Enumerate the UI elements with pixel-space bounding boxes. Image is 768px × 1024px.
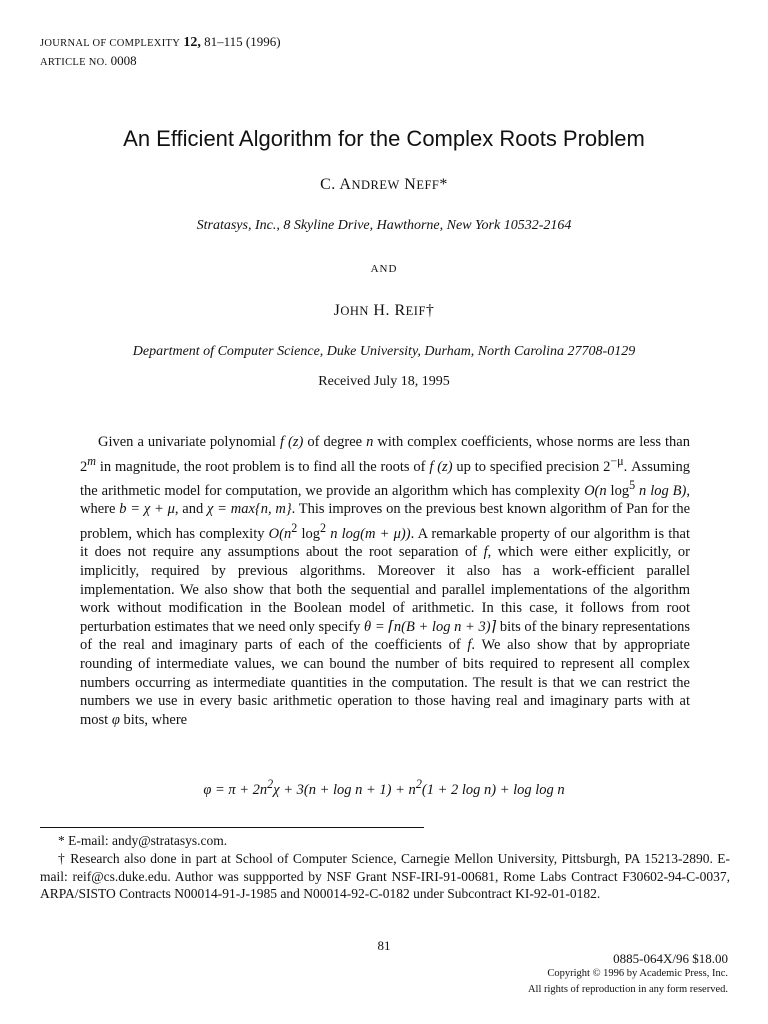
footnote-email-neff: * E-mail: andy@stratasys.com.: [58, 833, 228, 848]
author-reif: JOHN H. REIF†: [333, 302, 435, 319]
page-number: 81: [377, 938, 391, 953]
affiliation-stratasys: Stratasys, Inc., 8 Skyline Drive, Hawthorne, New York 10532-2164: [196, 218, 572, 233]
footnote-rule: [40, 827, 424, 828]
journal-header: [40, 33, 281, 71]
abstract-paragraph: Given a univariate polynomial f (z) of degree n with complex coefficients, whose norms are less than 2$^m$ in magnitude, the root problem is to find all the roots of f (z) up to specified precision $2^{-\mu}$. Assuming the arithmetic model for computation, we provide an algorithm which has complexity O(n $\log^5 n$ log B), where b = χ + μ, and χ = max{n, m}. This improves on the previous best known algorithm of Pan for the problem, which has complexity $O(n^2$ $\log^2 n$ log(m + μ)). A remarkable property of our algorithm is that it does not require any assumptions about the root separation of f, which were either explicitly, or implicitly, required by previous algorithms. Moreover it also has a work-efficient parallel implementation. We also show that both the sequential and parallel implementations of the algorithm work without modification in the Boolean model of arithmetic. In this case, it follows from root perturbation estimates that we need only specify θ = ⌈n(B + log n + 3)⌉ bits of the binary representations of the real and imaginary parts of each of the coefficients of f. We also show that by appropriate rounding of intermediate values, we can bound the number of bits required to represent all complex numbers occurring as intermediate quantities in the computation. The result is that we can restrict the numbers we use in every basic arithmetic operation to those having real and imaginary parts with at most φ bits, where: [80, 434, 691, 728]
article-line: [40, 52, 281, 71]
affiliation-duke: Department of Computer Science, Duke University, Durham, North Carolina 27708-0129: [132, 344, 636, 359]
rights-line: All rights of reproduction in any form reserved.: [527, 984, 728, 995]
journal-pages-year: 81–115 (1996): [204, 34, 281, 49]
received-date: Received July 18, 1995: [318, 374, 450, 389]
article-label: ARTICLE NO.: [40, 57, 108, 68]
author-neff: C. ANDREW NEFF*: [320, 176, 448, 193]
article-number: 0008: [110, 53, 137, 68]
paper-title: An Efficient Algorithm for the Complex Roots Problem: [123, 126, 645, 151]
and-separator: AND: [370, 263, 398, 275]
phi-equation: $\varphi = \pi + 2n^2\chi + 3(n + \log n + 1) + n^2(1 + 2$ log n) + log log n: [203, 777, 565, 798]
abstract: [80, 433, 690, 729]
journal-line: [40, 33, 281, 52]
issn-price: 0885-064X/96 $18.00: [613, 951, 728, 966]
footnote-research-reif: † Research also done in part at School of Computer Science, Carnegie Mellon University, Pittsburgh, PA 15213-2890. E-mail: reif@cs.duke.edu. Author was suppported by NSF Grant NSF-IRI-91-00681, Rome Labs Contract F30602-94-C-0037, ARPA/SISTO Contracts N00014-91-J-1985 and N00014-92-C-0182 under Subcontract KI-92-01-0182.: [40, 851, 730, 901]
journal-name: JOURNAL OF COMPLEXITY: [40, 38, 181, 49]
copyright-line: Copyright © 1996 by Academic Press, Inc.: [547, 968, 728, 979]
journal-volume: 12,: [183, 35, 201, 50]
